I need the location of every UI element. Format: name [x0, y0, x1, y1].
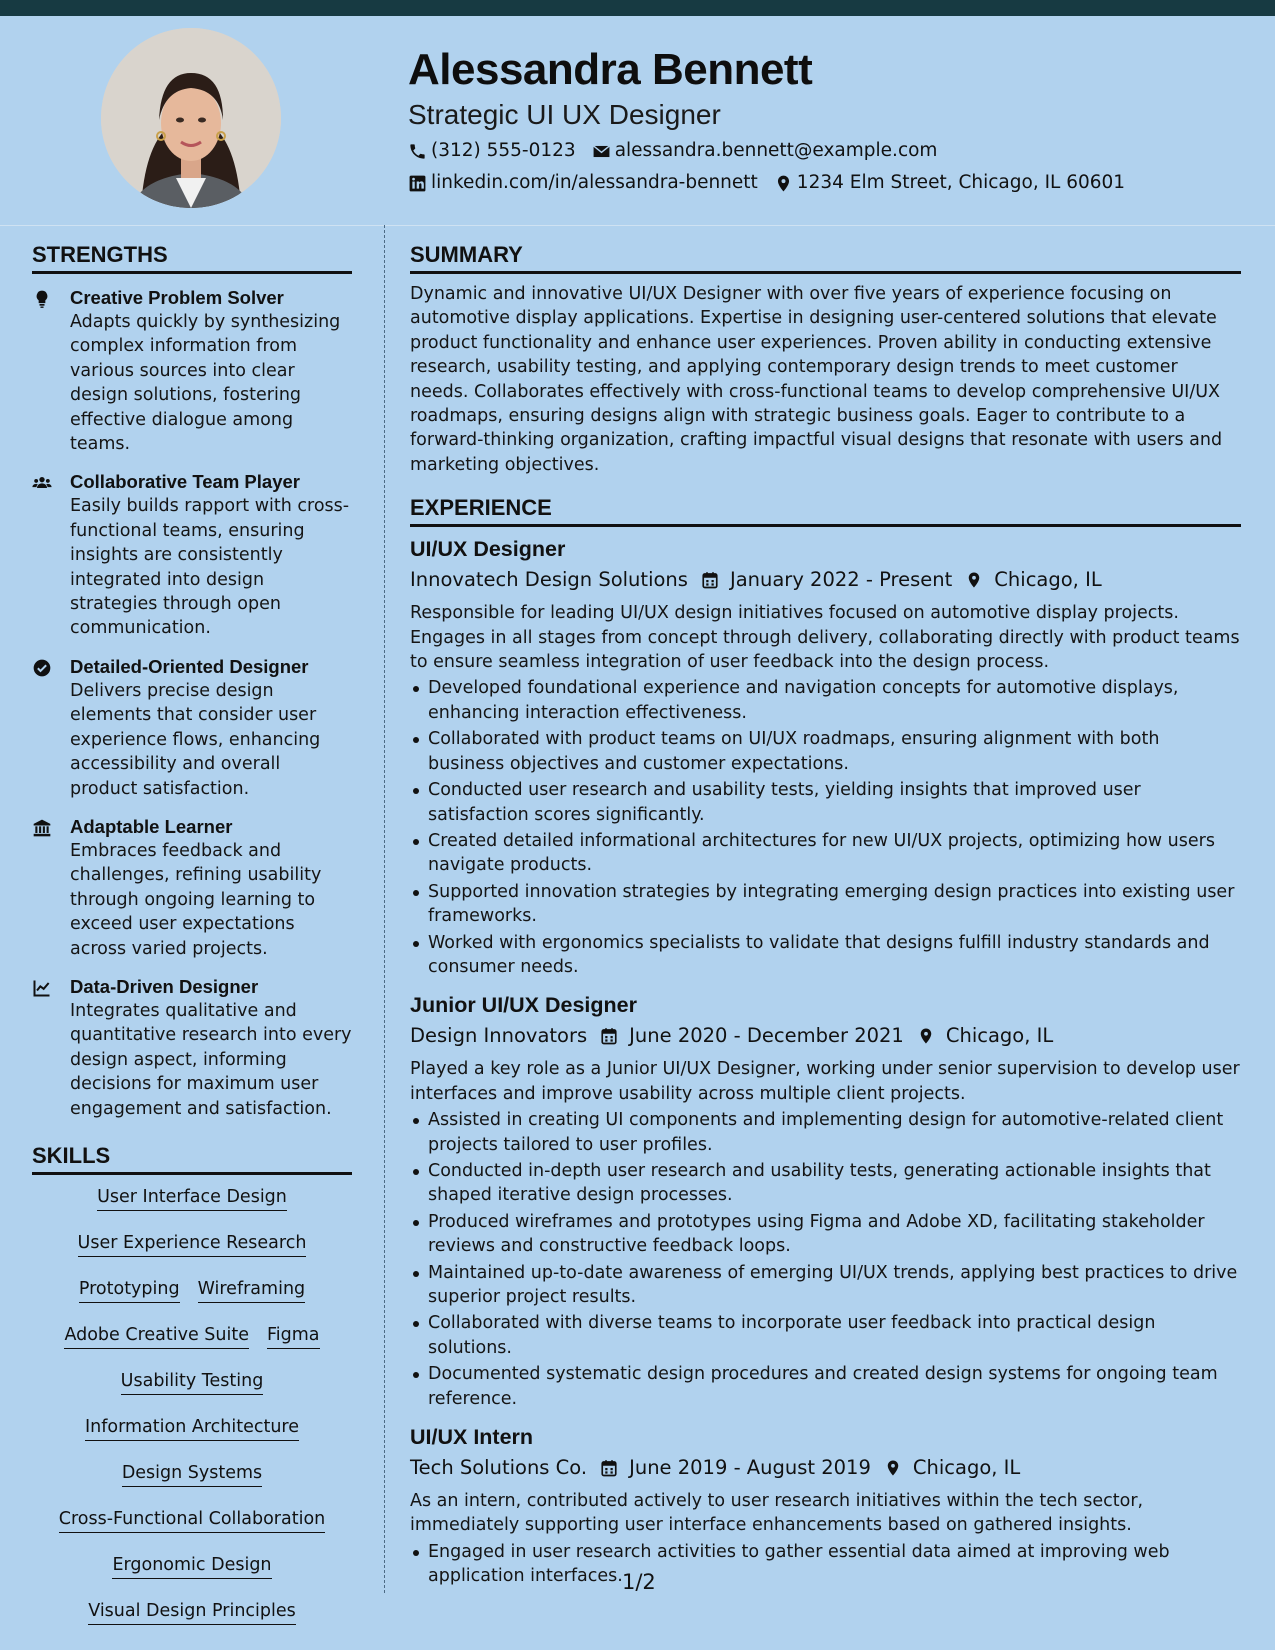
job-dates: June 2020 - December 2021 — [629, 1024, 904, 1048]
job-entry — [410, 991, 1241, 1411]
address-text: 1234 Elm Street, Chicago, IL 60601 — [796, 172, 1126, 193]
job-location: Chicago, IL — [945, 1024, 1054, 1048]
column-divider — [384, 225, 385, 1593]
experience-heading: EXPERIENCE — [410, 493, 1241, 527]
institution-icon — [32, 818, 52, 838]
job-bullet: Created detailed informational architectures for new UI/UX projects, optimizing how users navigate products. — [410, 829, 1241, 878]
email-text: alessandra.bennett@example.com — [614, 140, 938, 161]
lightbulb-icon — [32, 289, 52, 309]
job-entry — [410, 1423, 1241, 1589]
job-bullet: Supported innovation strategies by integrating emerging design practices into existing user frameworks. — [410, 880, 1241, 929]
calendar-icon — [600, 1459, 618, 1477]
calendar-icon — [701, 571, 719, 589]
map-pin-icon — [884, 1459, 902, 1477]
skills-section — [32, 1141, 352, 1645]
contact-phone — [408, 138, 576, 164]
skill-tag: Information Architecture — [85, 1415, 299, 1441]
page-number: 1/2 — [622, 1570, 656, 1594]
job-bullets — [410, 1540, 1241, 1589]
contact-linkedin[interactable] — [408, 170, 758, 196]
job-title: UI/UX Intern — [410, 1425, 534, 1450]
strength-description: Easily builds rapport with cross-functional teams, ensuring insights are consistently integrated into design strategies through open communication. — [70, 496, 350, 639]
summary-text: Dynamic and innovative UI/UX Designer with over five years of experience focusing on automotive display applications. Expertise in designing user-centered solutions that elevate product functionality and enhance user experiences. Proven ability in conducting extensive research, usability testing, and applying contemporary design trends to meet customer needs. Collaborates effectively with cross-functional teams to develop comprehensive UI/UX roadmaps, ensuring designs align with strategic business goals. Eager to contribute to a forward-thinking organization, crafting impactful visual designs that resonate with users and marketing objectives. — [410, 284, 1223, 475]
skill-tag: Figma — [267, 1323, 320, 1349]
skills-heading: SKILLS — [32, 1141, 352, 1175]
job-bullet: Assisted in creating UI components and implementing design for automotive-related client projects tailored to user profiles. — [410, 1108, 1241, 1157]
job-meta — [410, 565, 1241, 595]
strength-name: Detailed-Oriented Designer — [70, 655, 309, 677]
phone-icon — [408, 142, 427, 161]
phone-text: (312) 555-0123 — [431, 140, 576, 161]
strength-name: Adaptable Learner — [70, 815, 233, 837]
job-meta — [410, 1021, 1241, 1051]
contact-address — [774, 170, 1125, 196]
profile-photo — [101, 28, 281, 208]
job-bullet: Collaborated with diverse teams to incorporate user feedback into practical design solutions. — [410, 1311, 1241, 1360]
strength-name: Collaborative Team Player — [70, 471, 300, 493]
contact-email[interactable] — [592, 138, 938, 164]
strength-description: Adapts quickly by synthesizing complex information from various sources into clear design solutions, fostering effective dialogue among teams. — [70, 312, 341, 455]
users-icon — [32, 473, 52, 493]
linkedin-text: linkedin.com/in/alessandra-bennett — [431, 172, 758, 193]
map-pin-icon — [774, 174, 793, 193]
skill-tag: Adobe Creative Suite — [64, 1323, 249, 1349]
strength-name: Creative Problem Solver — [70, 287, 284, 308]
job-dates: June 2019 - August 2019 — [629, 1456, 871, 1480]
strength-item — [32, 286, 352, 456]
job-title: UI/UX Designer — [410, 537, 566, 562]
linkedin-icon — [408, 174, 427, 193]
job-bullet: Produced wireframes and prototypes using Figma and Adobe XD, facilitating stakeholder reviews and constructive feedback loops. — [410, 1210, 1241, 1259]
skill-tag: Cross-Functional Collaboration — [59, 1507, 326, 1533]
company-name: Design Innovators — [410, 1024, 588, 1048]
job-bullets — [410, 1108, 1241, 1411]
map-pin-icon — [965, 571, 983, 589]
left-column — [32, 240, 352, 1645]
top-accent-bar — [0, 0, 1275, 16]
check-circle-icon — [32, 658, 52, 678]
contact-row-1 — [408, 138, 1258, 164]
right-column — [410, 240, 1241, 1601]
skill-tag: Wireframing — [198, 1277, 306, 1303]
job-bullet: Collaborated with product teams on UI/UX roadmaps, ensuring alignment with both business objectives and customer expectations. — [410, 727, 1241, 776]
strength-name: Data-Driven Designer — [70, 975, 259, 997]
job-bullet: Worked with ergonomics specialists to validate that designs fulfill industry standards and consumer needs. — [410, 931, 1241, 980]
skills-list — [32, 1185, 352, 1645]
header-divider — [0, 225, 1275, 226]
resume-header — [408, 40, 1258, 196]
job-location: Chicago, IL — [994, 568, 1102, 592]
map-pin-icon — [917, 1027, 935, 1045]
job-bullet: Engaged in user research activities to gather essential data aimed at improving web application interfaces. — [410, 1540, 1241, 1589]
job-dates: January 2022 - Present — [729, 568, 953, 592]
job-entry — [410, 535, 1241, 979]
company-name: Tech Solutions Co. — [410, 1456, 588, 1480]
candidate-title: Strategic UI UX Designer — [408, 99, 721, 130]
job-bullet: Conducted user research and usability tests, yielding insights that improved user satisfaction scores significantly. — [410, 778, 1241, 827]
strength-item — [32, 470, 352, 640]
calendar-icon — [600, 1027, 618, 1045]
job-bullet: Developed foundational experience and navigation concepts for automotive displays, enhancing interaction effectiveness. — [410, 676, 1241, 725]
line-chart-icon — [32, 978, 52, 998]
job-location: Chicago, IL — [912, 1456, 1021, 1480]
job-bullet: Documented systematic design procedures and created design systems for ongoing team reference. — [410, 1362, 1241, 1411]
strength-item — [32, 655, 352, 801]
strength-description: Embraces feedback and challenges, refining usability through ongoing learning to exceed user expectations across varied projects. — [70, 840, 322, 959]
job-bullet: Maintained up-to-date awareness of emerging UI/UX trends, applying best practices to drive superior project results. — [410, 1261, 1241, 1310]
contact-row-2 — [408, 170, 1258, 196]
skill-tag: User Interface Design — [97, 1185, 287, 1211]
job-description: Responsible for leading UI/UX design initiatives focused on automotive display projects. Engages in all stages from concept through delivery, collaborating directly with product teams to ensure seamless integration of user feedback into the design process. — [410, 603, 1240, 673]
skill-tag: User Experience Research — [78, 1231, 307, 1257]
job-meta — [410, 1453, 1241, 1483]
skill-tag: Visual Design Principles — [88, 1599, 296, 1625]
strengths-list — [32, 286, 352, 1121]
strength-description: Delivers precise design elements that consider user experience flows, enhancing accessibility and overall product satisfaction. — [70, 680, 321, 799]
strength-item — [32, 975, 352, 1121]
job-title: Junior UI/UX Designer — [410, 993, 637, 1018]
job-description: Played a key role as a Junior UI/UX Designer, working under senior supervision to develop user interfaces and improve usability across multiple client projects. — [410, 1059, 1240, 1104]
candidate-name: Alessandra Bennett — [408, 45, 813, 94]
summary-heading: SUMMARY — [410, 240, 1241, 274]
skill-tag: Design Systems — [122, 1461, 262, 1487]
strength-item — [32, 815, 352, 961]
skill-tag: Prototyping — [79, 1277, 180, 1303]
envelope-icon — [592, 142, 611, 161]
strength-description: Integrates qualitative and quantitative research into every design aspect, informing decisions for maximum user engagement and satisfaction. — [70, 1000, 352, 1119]
strengths-heading: STRENGTHS — [32, 240, 352, 274]
skill-tag: Ergonomic Design — [112, 1553, 271, 1579]
job-description: As an intern, contributed actively to user research initiatives within the tech sector, immediately supporting user interface enhancements based on gathered insights. — [410, 1491, 1144, 1536]
job-bullets — [410, 676, 1241, 979]
skill-tag: Usability Testing — [121, 1369, 264, 1395]
company-name: Innovatech Design Solutions — [410, 568, 688, 592]
job-bullet: Conducted in-depth user research and usability tests, generating actionable insights that shaped iterative design processes. — [410, 1159, 1241, 1208]
